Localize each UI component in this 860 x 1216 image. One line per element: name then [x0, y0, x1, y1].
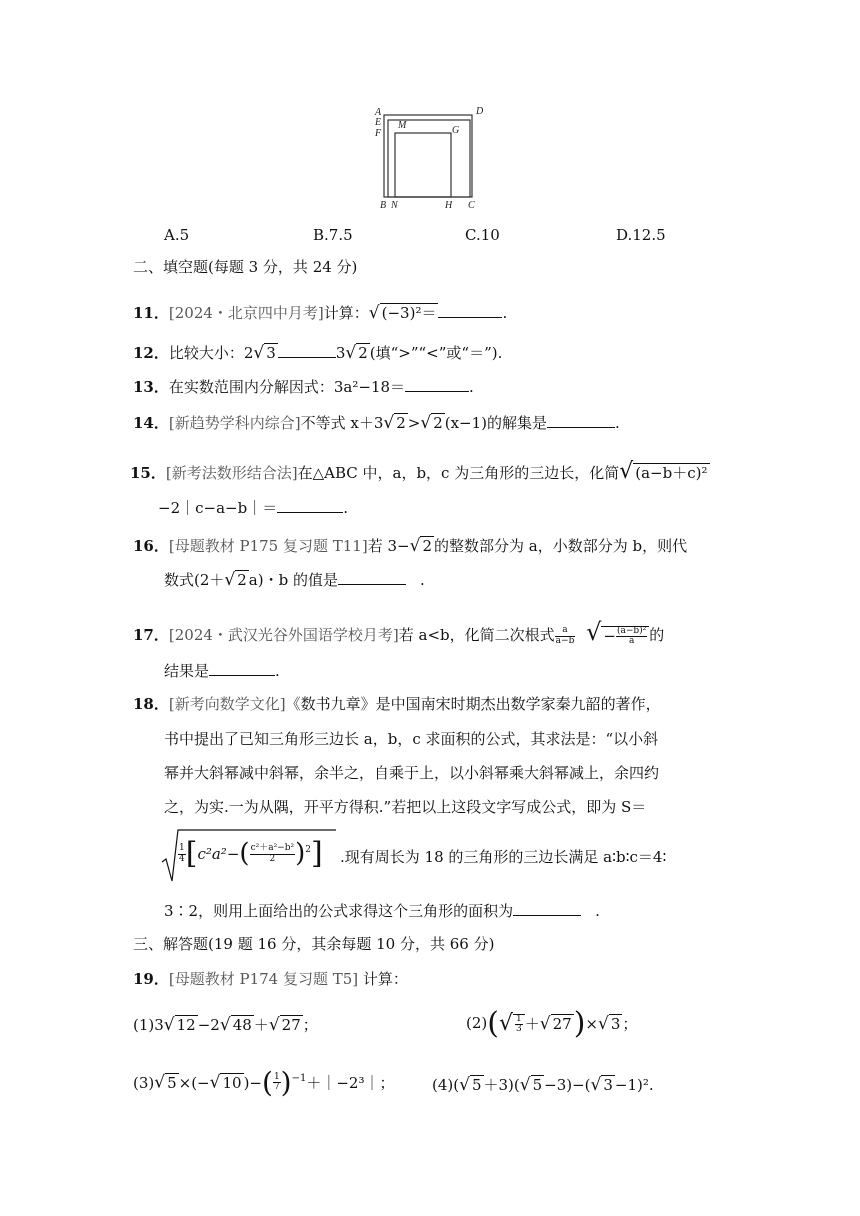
- q18-frac-quarter: $\frac{1}{4}$: [179, 843, 185, 864]
- q17-blank: [209, 675, 275, 676]
- q13: 13．在实数范围内分解因式：3a²−18＝ .: [133, 378, 474, 396]
- q14-blank: [547, 427, 615, 428]
- q19-header: 19．[母题教材 P174 复习题 T5] 计算：: [133, 970, 408, 988]
- q16-line1: 16．[母题教材 P175 复习题 T11]若 3−√ 2 的整数部分为 a，小数部分为 b，则代: [133, 536, 688, 556]
- section3-title: 三、解答题(19 题 16 分，其余每题 10 分，共 66 分): [133, 935, 495, 953]
- q18-tag: [新考向数学文化]: [168, 695, 286, 713]
- label-f: F: [375, 128, 382, 139]
- q11-tag: [2024・北京四中月考]: [168, 304, 324, 322]
- q17-number: 17．: [133, 626, 169, 644]
- q16-tag: [母题教材 P175 复习题 T11]: [168, 537, 368, 555]
- q19-part3: (3)√ 5 ×(−√ 10 )−( $\frac{1}{7}$ )$^{-1}$＋｜−2³｜；: [133, 1066, 395, 1099]
- option-d: D.12.5: [616, 226, 666, 244]
- q19-part4: (4)(√ 5 ＋3)(√ 5 −3)−(√ 3 −1)².: [432, 1075, 654, 1095]
- label-h: H: [445, 200, 453, 211]
- q16-number: 16．: [133, 537, 169, 555]
- q11-number: 11．: [133, 304, 169, 322]
- q18-line6: 3∶2，则用上面给出的公式求得这个三角形的面积为 .: [164, 902, 600, 920]
- q13-text: 在实数范围内分解因式：3a²−18＝: [168, 378, 406, 396]
- q19-part1: (1)3√ 12 −2√ 48 ＋√ 27 ；: [133, 1015, 318, 1035]
- label-e: E: [375, 117, 382, 128]
- inner-square-mg: [395, 133, 451, 197]
- q15-tag: [新考法数形结合法]: [165, 464, 298, 482]
- q11-blank: [438, 317, 502, 318]
- label-m: M: [398, 120, 407, 131]
- q15-line2: −2｜c−a−b｜＝ .: [158, 499, 348, 517]
- q19-part2: (2)(√ $\frac{1}{3}$ ＋√ 27)×√ 3 ；: [466, 1006, 638, 1041]
- q13-number: 13．: [133, 378, 169, 396]
- q18-line3: 幂并大斜幂减中斜幂，余半之，自乘于上，以小斜幂乘大斜幂减上，余四约: [164, 764, 660, 782]
- label-g: G: [452, 125, 460, 136]
- q17-tag: [2024・武汉光谷外国语学校月考]: [168, 626, 399, 644]
- option-b: B.7.5: [313, 226, 353, 244]
- label-c: C: [468, 200, 475, 211]
- q18-line1: 18．[新考向数学文化]《数书九章》是中国南宋时期杰出数学家秦九韶的著作，: [133, 695, 661, 713]
- q11: 11．[2024・北京四中月考]计算：√ (−3)²＝ .: [133, 303, 508, 323]
- q15-blank: [277, 512, 343, 513]
- q17-line1: 17．[2024・武汉光谷外国语学校月考]若 a<b，化简二次根式 $\frac{a}{a-b}$ √ − $\frac{\text{(a−b)²}}{a}$ 的: [133, 618, 665, 647]
- q18-line4: 之，为实.一为从隅，开平方得积.”若把以上这段文字写成公式，即为 S＝: [164, 798, 647, 816]
- q18-line2: 书中提出了已知三角形三边长 a，b，c 求面积的公式，其求法是：“以小斜: [164, 730, 659, 748]
- q11-text: 计算：: [323, 304, 369, 322]
- q15-number: 15．: [130, 464, 166, 482]
- label-b: B: [380, 200, 387, 211]
- q12-blank: [278, 357, 336, 358]
- q18-line5: .现有周长为 18 的三角形的三边长满足 a∶b∶c＝4∶: [340, 848, 667, 866]
- option-c: C.10: [465, 226, 500, 244]
- q16-line2: 数式(2＋√ 2 a)・b 的值是 .: [164, 570, 425, 590]
- q12-text: 比较大小：2: [168, 344, 254, 362]
- square-figure: [368, 100, 498, 215]
- q14-number: 14．: [133, 414, 169, 432]
- q12-number: 12．: [133, 344, 169, 362]
- q18-formula-body: $\frac{1}{4}$ [c²a²−( $\frac{\text{c²＋a²−b²}}{2}$ )$^2$]: [179, 836, 323, 871]
- label-a: A: [375, 107, 382, 118]
- q11-expr: (−3)²＝: [381, 304, 437, 322]
- q14-tag: [新趋势学科内综合]: [168, 414, 301, 432]
- q17-line2: 结果是 .: [164, 662, 280, 680]
- q18-number: 18．: [133, 695, 169, 713]
- label-d: D: [476, 106, 484, 117]
- q15-line1: 15．[新考法数形结合法]在△ABC 中，a，b，c 为三角形的三边长，化简√ (a−b＋c)²: [130, 459, 708, 484]
- option-a: A.5: [164, 226, 190, 244]
- label-n: N: [391, 200, 398, 211]
- q19-number: 19．: [133, 970, 169, 988]
- q18-blank: [513, 915, 581, 916]
- q12: 12．比较大小：2√ 3 3√ 2 (填“>”“<”或“＝”).: [133, 343, 503, 363]
- q19-tag: [母题教材 P174 复习题 T5]: [168, 970, 359, 988]
- q13-blank: [405, 391, 469, 392]
- q17-fraction: $\frac{a}{a-b}$: [555, 625, 575, 646]
- q14: 14．[新趋势学科内综合]不等式 x＋3√ 2 >√ 2 (x−1)的解集是 .: [133, 413, 620, 433]
- q16-blank: [338, 584, 406, 585]
- section2-title: 二、填空题(每题 3 分，共 24 分): [133, 258, 358, 276]
